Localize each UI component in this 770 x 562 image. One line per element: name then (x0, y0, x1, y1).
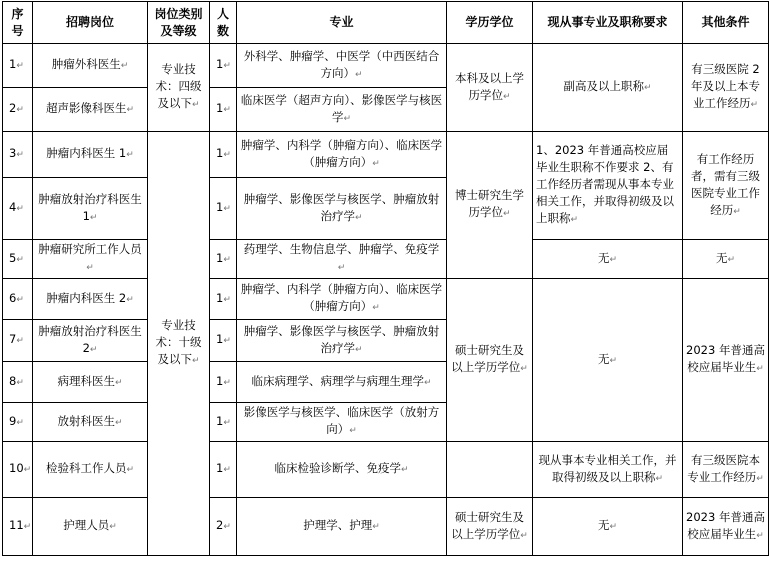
header-row (3, 2, 769, 44)
table-row (3, 498, 769, 556)
seq-cell: 11↵ (3, 498, 33, 556)
seq-cell: 1↵ (3, 44, 33, 88)
title-req-cell: 现从事本专业相关工作，并取得初级及以上职称↵ (533, 442, 683, 498)
degree-cell (447, 442, 533, 498)
count-cell: 1↵ (210, 403, 237, 442)
title-req-cell: 无↵ (533, 279, 683, 442)
count-cell: 1↵ (210, 44, 237, 88)
post-cell: 检验科工作人员↵ (33, 442, 148, 498)
count-cell: 1↵ (210, 88, 237, 132)
major-cell: 临床病理学、病理学与病理生理学↵ (237, 362, 447, 403)
header-degree: 学历学位 (447, 2, 533, 44)
category-cell: 专业技术：四级及以下↵ (148, 44, 210, 132)
table-row (3, 442, 769, 498)
other-cell: 无↵ (683, 240, 769, 279)
seq-cell: 9↵ (3, 403, 33, 442)
count-cell: 1↵ (210, 178, 237, 240)
major-cell: 护理学、护理↵ (237, 498, 447, 556)
post-cell: 肿瘤放射治疗科医生 1↵ (33, 178, 148, 240)
table-row (3, 44, 769, 88)
header-category: 岗位类别及等级 (148, 2, 210, 44)
header-title-req: 现从事专业及职称要求 (533, 2, 683, 44)
major-cell: 肿瘤学、影像医学与核医学、肿瘤放射治疗学↵ (237, 320, 447, 362)
post-cell: 肿瘤内科医生 1↵ (33, 132, 148, 178)
count-cell: 1↵ (210, 442, 237, 498)
category-cell: 专业技术：十级及以下↵ (148, 132, 210, 556)
header-post: 招聘岗位 (33, 2, 148, 44)
other-cell: 2023 年普通高校应届毕业生↵ (683, 279, 769, 442)
seq-cell: 3↵ (3, 132, 33, 178)
major-cell: 肿瘤学、内科学（肿瘤方向）、临床医学（肿瘤方向）↵ (237, 279, 447, 320)
header-seq: 序号 (3, 2, 33, 44)
major-cell: 临床检验诊断学、免疫学↵ (237, 442, 447, 498)
table-row (3, 132, 769, 178)
post-cell: 肿瘤外科医生↵ (33, 44, 148, 88)
table-row (3, 279, 769, 320)
seq-cell: 4↵ (3, 178, 33, 240)
degree-cell: 本科及以上学历学位↵ (447, 44, 533, 132)
count-cell: 1↵ (210, 279, 237, 320)
other-cell: 有三级医院 2 年及以上本专业工作经历↵ (683, 44, 769, 132)
count-cell: 1↵ (210, 132, 237, 178)
other-cell: 有工作经历者，需有三级医院专业工作经历↵ (683, 132, 769, 240)
count-cell: 2↵ (210, 498, 237, 556)
table-row (3, 240, 769, 279)
major-cell: 外科学、肿瘤学、中医学（中西医结合方向）↵ (237, 44, 447, 88)
post-cell: 护理人员↵ (33, 498, 148, 556)
degree-cell: 硕士研究生及以上学历学位↵ (447, 498, 533, 556)
seq-cell: 5↵ (3, 240, 33, 279)
header-major: 专业 (237, 2, 447, 44)
title-req-cell: 副高及以上职称↵ (533, 44, 683, 132)
post-cell: 肿瘤内科医生 2↵ (33, 279, 148, 320)
major-cell: 影像医学与核医学、临床医学（放射方向）↵ (237, 403, 447, 442)
title-req-cell: 无↵ (533, 240, 683, 279)
seq-cell: 10↵ (3, 442, 33, 498)
post-cell: 肿瘤放射治疗科医生 2↵ (33, 320, 148, 362)
major-cell: 肿瘤学、影像医学与核医学、肿瘤放射治疗学↵ (237, 178, 447, 240)
count-cell: 1↵ (210, 362, 237, 403)
seq-cell: 2↵ (3, 88, 33, 132)
header-other: 其他条件 (683, 2, 769, 44)
post-cell: 超声影像科医生↵ (33, 88, 148, 132)
seq-cell: 8↵ (3, 362, 33, 403)
title-req-cell: 1、2023 年普通高校应届毕业生职称不作要求 2、有工作经历者需现从事本专业相关工作，并取得初级及以上职称↵ (533, 132, 683, 240)
other-cell: 2023 年普通高校应届毕业生↵ (683, 498, 769, 556)
count-cell: 1↵ (210, 240, 237, 279)
post-cell: 放射科医生↵ (33, 403, 148, 442)
title-req-cell: 无↵ (533, 498, 683, 556)
post-cell: 病理科医生↵ (33, 362, 148, 403)
other-cell: 有三级医院本专业工作经历↵ (683, 442, 769, 498)
post-cell: 肿瘤研究所工作人员↵ (33, 240, 148, 279)
header-count: 人数 (210, 2, 237, 44)
major-cell: 药理学、生物信息学、肿瘤学、免疫学↵ (237, 240, 447, 279)
major-cell: 临床医学（超声方向）、影像医学与核医学↵ (237, 88, 447, 132)
seq-cell: 7↵ (3, 320, 33, 362)
recruitment-table (2, 1, 769, 556)
count-cell: 1↵ (210, 320, 237, 362)
degree-cell: 博士研究生学历学位↵ (447, 132, 533, 279)
major-cell: 肿瘤学、内科学（肿瘤方向）、临床医学（肿瘤方向）↵ (237, 132, 447, 178)
seq-cell: 6↵ (3, 279, 33, 320)
degree-cell: 硕士研究生及以上学历学位↵ (447, 279, 533, 442)
